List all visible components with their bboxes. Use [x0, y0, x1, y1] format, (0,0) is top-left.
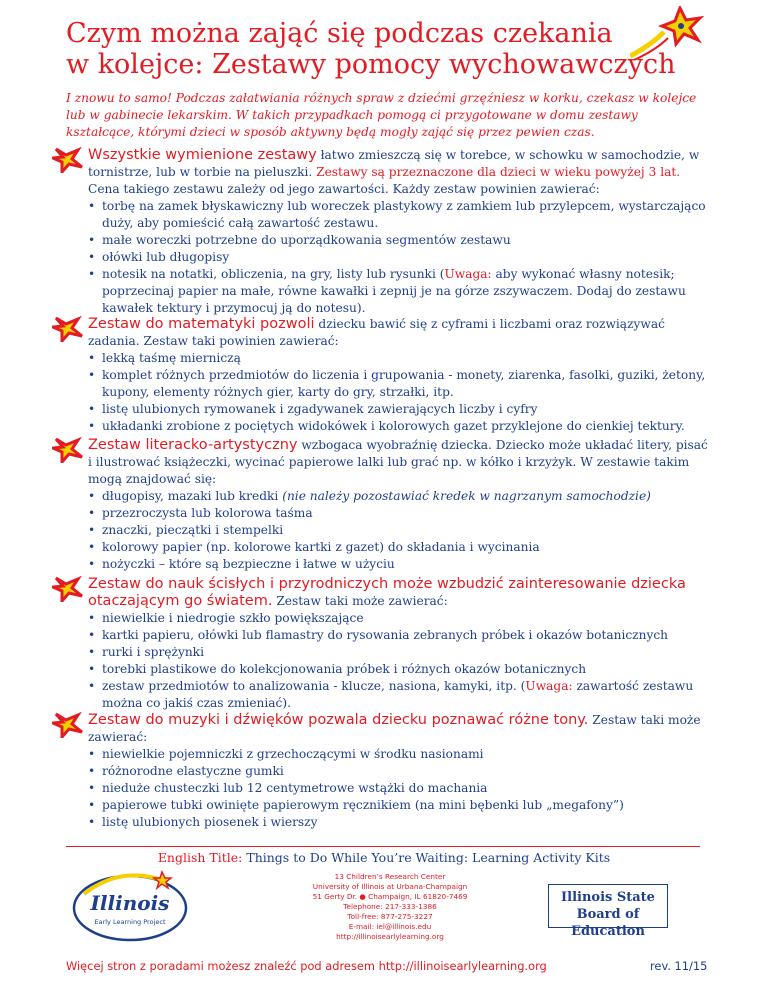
bullet-star-icon: [52, 316, 84, 342]
revision-label: rev. 11/15: [650, 959, 708, 973]
english-title: [0, 850, 768, 865]
illinois-early-learning-logo: [70, 864, 210, 944]
contact-line: http://illinoisearlylearning.org: [336, 932, 444, 941]
list-item: • torebki plastikowe do kolekcjonowania próbek i różnych okazów botanicznych: [88, 661, 708, 678]
item-text: aby wykonać własny notesik; poprzecinaj papier na małe, równe kawałki i zepnij je na górze zszywaczem. Dodaj do zestawu kawałek tektury i przymocuj ją do notesu).: [102, 267, 686, 315]
section-math-lead: Zestaw do matematyki pozwoli: [88, 316, 315, 332]
music-list: [88, 746, 708, 831]
intro-paragraph: I znowu to samo! Podczas załatwiania różnych spraw z dziećmi grzęźniesz w korku, czekasz w kolejce lub w gabinecie lekarskim. W takich przypadkach pomogą ci przygotowane w domu zestawy kształcące, którymi dzieci w sposób aktywny będą mogły zająć się przez pewien czas.: [66, 91, 697, 139]
math-list: [88, 350, 708, 435]
shooting-star-icon: [630, 6, 710, 61]
item-text: notesik na notatki, obliczenia, na gry, listy lub rysunki (: [102, 267, 445, 281]
bullet-star-icon: [52, 576, 84, 602]
section-literacy-text: wzbogaca wyobraźnię dziecka. Dziecko może układać litery, pisać i ilustrować książeczki, wycinać papierowe lalki lub grać np. w kółko i krzyżyk. W zestawie takim mogą znajdować się:: [88, 438, 708, 486]
bullet-star-icon: [52, 437, 84, 463]
section-music: [88, 712, 708, 831]
footer-text: Więcej stron z poradami możesz znaleźć pod adresem http://illinoisearlylearning.org: [66, 959, 547, 973]
section-music-lead: Zestaw do muzyki i dźwięków pozwala dziecku poznawać różne tony.: [88, 712, 589, 728]
list-item: • różnorodne elastyczne gumki: [88, 763, 708, 780]
section-math: [88, 316, 708, 435]
list-item: • listę ulubionych rymowanek i zgadywanek zawierających liczby i cyfry: [88, 401, 708, 418]
list-item: • rurki i sprężynki: [88, 644, 708, 661]
item-text: zestaw przedmiotów to analizowania - klucze, nasiona, kamyki, itp. (: [102, 679, 526, 693]
list-item: • niewielkie pojemniczki z grzechoczącymi w środku nasionami: [88, 746, 708, 763]
section-general: [88, 147, 708, 317]
list-item: • papierowe tubki owinięte papierowym ręcznikiem (na mini bębenki lub „megafony”): [88, 797, 708, 814]
isbe-logo-line-2: Board of Education: [571, 907, 645, 939]
item-text: zawartość zestawu można co jakiś czas zmieniać).: [102, 679, 694, 710]
list-item: • kartki papieru, ołówki lub flamastry do rysowania zebranych próbek i okazów botanicznych: [88, 627, 708, 644]
contact-line: E-mail: iel@illinois.edu: [348, 922, 432, 931]
section-general-text-2: Cena takiego zestawu zależy od jego zawartości. Każdy zestaw powinien zawierać:: [88, 182, 600, 196]
age-note: Zestawy są przeznaczone dla dzieci w wieku powyżej 3 lat.: [316, 165, 681, 179]
contact-line: University of Illinois at Urbana-Champaign: [312, 882, 468, 891]
section-general-text: łatwo zmieszczą się w torebce, w schowku w samochodzie, w tornistrze, lub w torbie na pieluszki.: [88, 148, 700, 179]
title-line-1: Czym można zająć się podczas czekania: [66, 18, 613, 49]
english-title-value: Things to Do While You’re Waiting: Learning Activity Kits: [242, 850, 611, 865]
list-item: • nieduże chusteczki lub 12 centymetrowe wstążki do machania: [88, 780, 708, 797]
contact-line: 51 Gerty Dr. ● Champaign, IL 61820-7469: [312, 892, 468, 901]
list-item: • lekką taśmę mierniczą: [88, 350, 708, 367]
list-item: • listę ulubionych piosenek i wierszy: [88, 814, 708, 831]
bullet-star-icon: [52, 712, 84, 738]
section-literacy-art: [88, 437, 708, 573]
contact-line: 13 Children’s Research Center: [334, 872, 446, 881]
contact-line: Toll-free: 877-275-3227: [347, 912, 433, 921]
item-text: długopisy, mazaki lub kredki: [102, 489, 283, 503]
list-item: • kolorowy papier (np. kolorowe kartki z gazet) do składania i wycinania: [88, 539, 708, 556]
section-science: [88, 576, 708, 712]
contact-line: Telephone: 217-333-1386: [343, 902, 437, 911]
logo-word: Illinois: [90, 891, 170, 915]
divider: [66, 846, 700, 847]
list-item: [88, 678, 708, 712]
section-literacy-lead: Zestaw literacko-artystyczny: [88, 437, 298, 453]
science-list: [88, 610, 708, 712]
section-math-text: dziecku bawić się z cyframi i liczbami oraz rozwiązywać zadania. Zestaw taki powinien zawierać:: [88, 317, 665, 348]
list-item: [88, 488, 708, 505]
item-note: (nie należy pozostawiać kredek w nagrzanym samochodzie): [282, 489, 651, 503]
general-list: [88, 198, 708, 317]
list-item: • ołówki lub długopisy: [88, 249, 708, 266]
note-label: Uwaga:: [444, 267, 492, 281]
contact-info: [290, 872, 490, 942]
list-item: • torbę na zamek błyskawiczny lub woreczek plastykowy z zamkiem lub przylepcem, wystarczająco duży, aby pomieścić całą zawartość zestawu.: [88, 198, 708, 232]
list-item: • komplet różnych przedmiotów do liczenia i grupowania - monety, ziarenka, fasolki, guziki, żetony, kupony, elementy różnych gier, karty do gry, strzałki, itp.: [88, 367, 708, 401]
english-title-label: English Title:: [157, 850, 243, 865]
title-line-2: w kolejce: Zestawy pomocy wychowawczych: [66, 49, 676, 80]
page-title: [66, 18, 676, 80]
list-item: [88, 266, 708, 317]
logo-subtitle: Early Learning Project: [94, 918, 166, 926]
list-item: • małe woreczki potrzebne do uporządkowania segmentów zestawu: [88, 232, 708, 249]
isbe-logo: [548, 884, 668, 939]
list-item: • znaczki, pieczątki i stempelki: [88, 522, 708, 539]
section-general-lead: Wszystkie wymienione zestawy: [88, 147, 317, 163]
list-item: • układanki zrobione z pociętych widokówek i kolorowych gazet przyklejone do cienkiej tektury.: [88, 418, 708, 435]
isbe-logo-line-1: Illinois State: [561, 890, 655, 905]
section-music-text: Zestaw taki może zawierać:: [88, 713, 701, 744]
note-label: Uwaga:: [525, 679, 573, 693]
list-item: • nożyczki – które są bezpieczne i łatwe w użyciu: [88, 556, 708, 573]
list-item: • niewielkie i niedrogie szkło powiększające: [88, 610, 708, 627]
section-science-text: Zestaw taki może zawierać:: [272, 594, 448, 608]
section-science-lead: Zestaw do nauk ścisłych i przyrodniczych może wzbudzić zainteresowanie dziecka otaczającym go światem.: [88, 576, 686, 609]
list-item: • przezroczysta lub kolorowa taśma: [88, 505, 708, 522]
bullet-star-icon: [52, 147, 84, 173]
literacy-list: [88, 488, 708, 573]
